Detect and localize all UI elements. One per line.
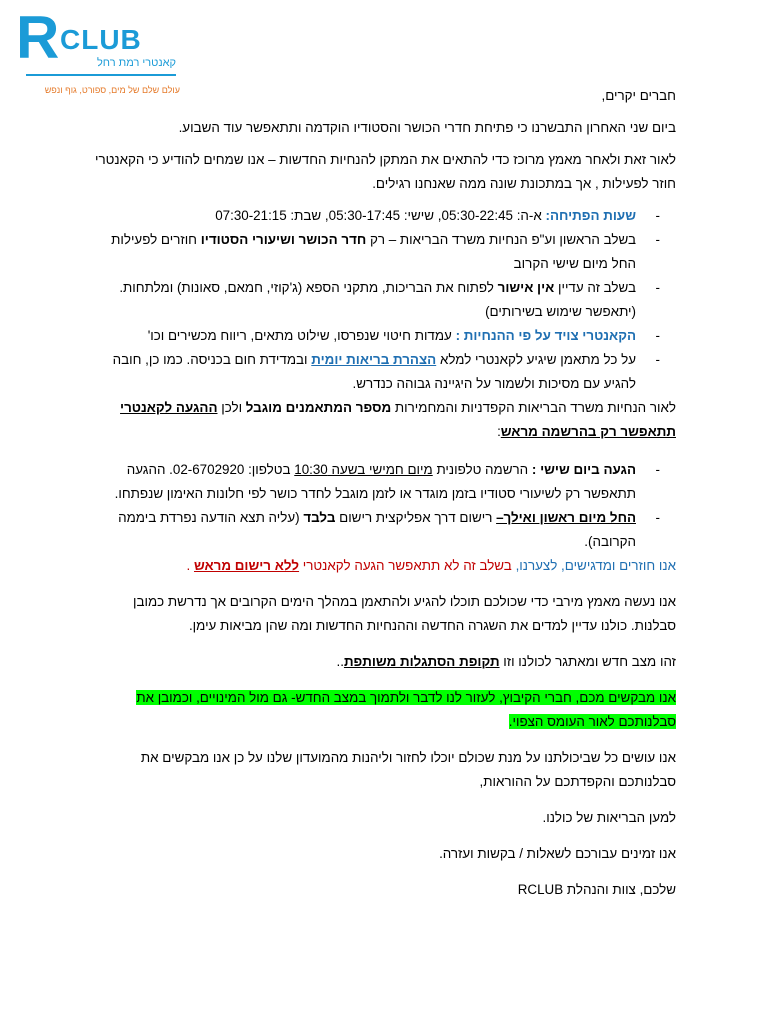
pool-text-bold: אין אישור — [497, 280, 555, 295]
equipment-text: עמדות חיטוי שנפרסו, שילוט מתאים, ריווח מכשירים וכו' — [147, 328, 452, 343]
paragraph-highlight — [90, 686, 676, 734]
sunday-text-c: (עליה תצא הודעה נפרדת ביממה הקרובה). — [118, 510, 636, 549]
stage-text-a: בשלב הראשון וע"פ הנחיות משרד הבריאות – רק — [369, 232, 636, 247]
logo-letter: R — [16, 4, 58, 71]
hours-text: א-ה: 05:30-22:45, שישי: 05:30-17:45, שבת: 07:30-21:15 — [215, 208, 542, 223]
friday-text-a: הרשמה טלפונית — [436, 462, 529, 477]
paragraph-effort: אנו נעשה מאמץ מירבי כדי שכולכם תוכלו להגיע ולהתאמן במהלך הימים הקרובים אך נדרשת כמובן סבלנות. כולנו עדיין למדים את השגרה החדשה וההנחיות החדשות ומה שהן מביאות עימן. — [133, 594, 676, 633]
pool-text-a: בשלב זה עדיין — [558, 280, 636, 295]
adapt-text-end: .. — [336, 654, 344, 669]
paragraph-doing: אנו עושים כל שביכולתנו על מנת שכולם יוכלו לחזור וליהנות מהמועדון שלנו על כן אנו מבקשים את סבלנותכם והקפדתכם על ההוראות, — [140, 750, 676, 789]
paragraph-opening: ביום שני האחרון התבשרנו כי פתיחת חדרי הכושר והסטודיו הוקדמה ותתאפשר עוד השבוע. — [178, 120, 676, 135]
logo-tagline: עולם שלם של מים, ספורט, גוף ונפש — [44, 85, 180, 95]
pool-text-d: (יתאפשר שימוש בשירותים) — [485, 304, 636, 319]
list-item-hours — [90, 204, 660, 228]
friday-time: מיום חמישי בשעה 10:30 — [294, 462, 433, 477]
info-list — [90, 204, 676, 396]
paragraph-adapt — [90, 650, 676, 674]
limit-text-underlined: ההגעה לקאנטרי תתאפשר רק בהרשמה מראש — [120, 400, 676, 439]
adapt-text-a: זהו מצב חדש ומאתגר לכולנו וזו — [503, 654, 676, 669]
returning-red-bold: ללא רישום מראש — [193, 558, 300, 573]
stage-text-bold: חדר הכושר ושיעורי הסטודיו — [200, 232, 367, 247]
list-item-friday — [90, 458, 660, 506]
logo-subtitle: קאנטרי רמת רחל — [96, 57, 176, 69]
paragraph-health: למען הבריאות של כולנו. — [542, 810, 676, 825]
paragraph-returning — [90, 554, 676, 578]
limit-colon: : — [497, 424, 501, 439]
sunday-label: החל מיום ראשון ואילך– — [496, 510, 636, 525]
signature: שלכם, צוות והנהלת RCLUB — [517, 882, 676, 897]
pool-text-c: לפתוח את הבריכות, מתקני הספא (ג'קוזי, חמאם, סאונות) ומלתחות. — [119, 280, 494, 295]
paragraph-invite: אנו זמינים עבורכם לשאלות / בקשות ועזרה. — [439, 846, 676, 861]
highlighted-request: אנו מבקשים מכם, חברי הקיבוץ, לעזור לנו לדבר ולתמוך במצב החדש- גם מול המינויים, וכמובן את סבלנותכם לאור העומס הצפוי. — [136, 690, 676, 729]
health-text-b: ובמדידת חום בכניסה. כמו כן, חובה להגיע עם מסיכות ולשמור על היגיינה גבוהה כנדרש. — [112, 352, 636, 391]
friday-text-c: בטלפון: 02-6702920. ההגעה תתאפשר רק לשיעורי סטודיו בזמן מוגדר או לזמן מוגבל לחדר כושר לפי חלונות האימון שנפתחו. — [114, 462, 636, 501]
sunday-text-a: רישום דרך אפליקצית רישום — [339, 510, 493, 525]
logo-divider — [26, 74, 176, 76]
friday-label: הגעה ביום שישי : — [531, 462, 636, 477]
letter-body — [90, 84, 676, 910]
stage-text-c: חוזרים לפעילות החל מיום שישי הקרוב — [111, 232, 636, 271]
registration-list — [90, 458, 676, 554]
hours-label: שעות הפתיחה: — [545, 208, 636, 223]
list-item-health — [90, 348, 660, 396]
equipment-label: הקאנטרי צויד על פי ההנחיות : — [455, 328, 636, 343]
health-declaration-link[interactable]: הצהרת בריאות יומית — [311, 352, 437, 367]
list-item-stage — [90, 228, 660, 276]
greeting: חברים יקרים, — [601, 88, 676, 103]
returning-blue-text: אנו חוזרים ומדגישים, לצערנו, — [515, 558, 676, 573]
rclub-logo — [16, 4, 180, 95]
list-item-equipment — [90, 324, 660, 348]
limit-text-a: לאור הנחיות משרד הבריאות הקפדניות והמחמירות — [394, 400, 676, 415]
returning-red-text: בשלב זה לא תתאפשר הגעה לקאנטרי — [302, 558, 512, 573]
paragraph-limit — [90, 396, 676, 444]
health-text-a: על כל מתאמן שיגיע לקאנטרי למלא — [439, 352, 636, 367]
limit-text-bold: מספר המתאמנים מוגבל — [245, 400, 392, 415]
adapt-text-bold: תקופת הסתגלות משותפת — [343, 654, 500, 669]
sunday-text-bold: בלבד — [303, 510, 336, 525]
limit-text-c: ולכן — [221, 400, 243, 415]
list-item-sunday — [90, 506, 660, 554]
list-item-pool — [90, 276, 660, 324]
returning-end: . — [186, 558, 191, 573]
paragraph-return: לאור זאת ולאחר מאמץ מרוכז כדי להתאים את המתקן להנחיות החדשות – אנו שמחים להודיע כי הקאנטרי חוזר לפעילות , אך במתכונת שונה ממה שאנחנו רגילים. — [94, 152, 676, 191]
logo-word: CLUB — [60, 24, 142, 55]
